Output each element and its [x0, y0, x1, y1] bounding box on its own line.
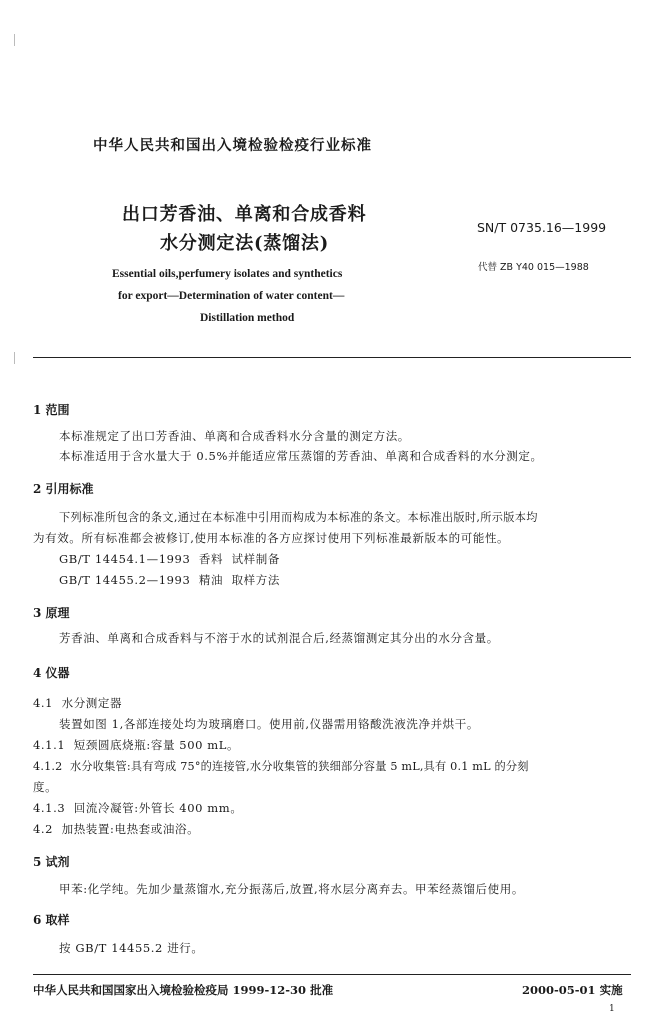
paragraph: 本标准适用于含水量大于 0.5%并能适应常压蒸馏的芳香油、单离和合成香料的水分测定。 [59, 449, 543, 463]
english-title-line3: Distillation method [200, 312, 295, 324]
scan-mark [14, 352, 15, 364]
subsection-item: 4.1.3 回流冷凝管:外管长 400 mm。 [33, 801, 243, 815]
section-heading: 3 原理 [33, 606, 70, 620]
paragraph: 装置如图 1,各部连接处均为玻璃磨口。使用前,仪器需用铬酸洗液洗净并烘干。 [59, 717, 479, 731]
paragraph: 本标准规定了出口芳香油、单离和合成香料水分含量的测定方法。 [59, 429, 410, 443]
reference-item: GB/T 14454.1—1993 香料 试样制备 [59, 552, 280, 566]
subsection-heading: 4.1 水分测定器 [33, 696, 123, 710]
approval-line: 中华人民共和国国家出入境检验检疫局 1999-12-30 批准 [33, 983, 334, 997]
subsection-item: 4.1.2 水分收集管:具有弯成 75°的连接管,水分收集管的狭细部分容量 5 mL,具有 0.1 mL 的分刻 [33, 760, 529, 773]
paragraph: 下列标准所包含的条文,通过在本标准中引用而构成为本标准的条文。本标准出版时,所示版本均 [59, 511, 538, 524]
english-title-line1: Essential oils,perfumery isolates and synthetics [112, 268, 343, 280]
section-heading: 1 范围 [33, 403, 70, 417]
section-heading: 6 取样 [33, 913, 70, 927]
paragraph: 为有效。所有标准都会被修订,使用本标准的各方应探讨使用下列标准最新版本的可能性。 [33, 531, 510, 545]
paragraph: 芳香油、单离和合成香料与不溶于水的试剂混合后,经蒸馏测定其分出的水分含量。 [59, 631, 499, 645]
english-title-line2: for export—Determination of water content— [118, 290, 345, 302]
replaces-standard: 代替 ZB Y40 015—1988 [478, 262, 589, 273]
subsection-item: 4.1.1 短颈圆底烧瓶:容量 500 mL。 [33, 738, 240, 752]
issuer-title: 中华人民共和国出入境检验检疫行业标准 [93, 137, 372, 154]
subsection-item: 4.2 加热装置:电热套或油浴。 [33, 822, 200, 836]
section-heading: 2 引用标准 [33, 482, 94, 496]
section-heading: 5 试剂 [33, 855, 70, 869]
page-number: 1 [609, 1004, 615, 1014]
reference-item: GB/T 14455.2—1993 精油 取样方法 [59, 573, 280, 587]
doc-title-line1: 出口芳香油、单离和合成香料 [122, 204, 367, 225]
paragraph: 度。 [33, 780, 58, 794]
scan-mark [14, 34, 15, 46]
footer-divider [33, 974, 631, 975]
paragraph: 按 GB/T 14455.2 进行。 [59, 941, 204, 955]
header-divider [33, 357, 631, 358]
doc-title-line2: 水分测定法(蒸馏法) [160, 233, 330, 254]
standard-number: SN/T 0735.16—1999 [477, 220, 607, 235]
section-heading: 4 仪器 [33, 666, 70, 680]
paragraph: 甲苯:化学纯。先加少量蒸馏水,充分振荡后,放置,将水层分离弃去。甲苯经蒸馏后使用。 [59, 882, 524, 896]
implementation-date: 2000-05-01 实施 [522, 983, 623, 997]
